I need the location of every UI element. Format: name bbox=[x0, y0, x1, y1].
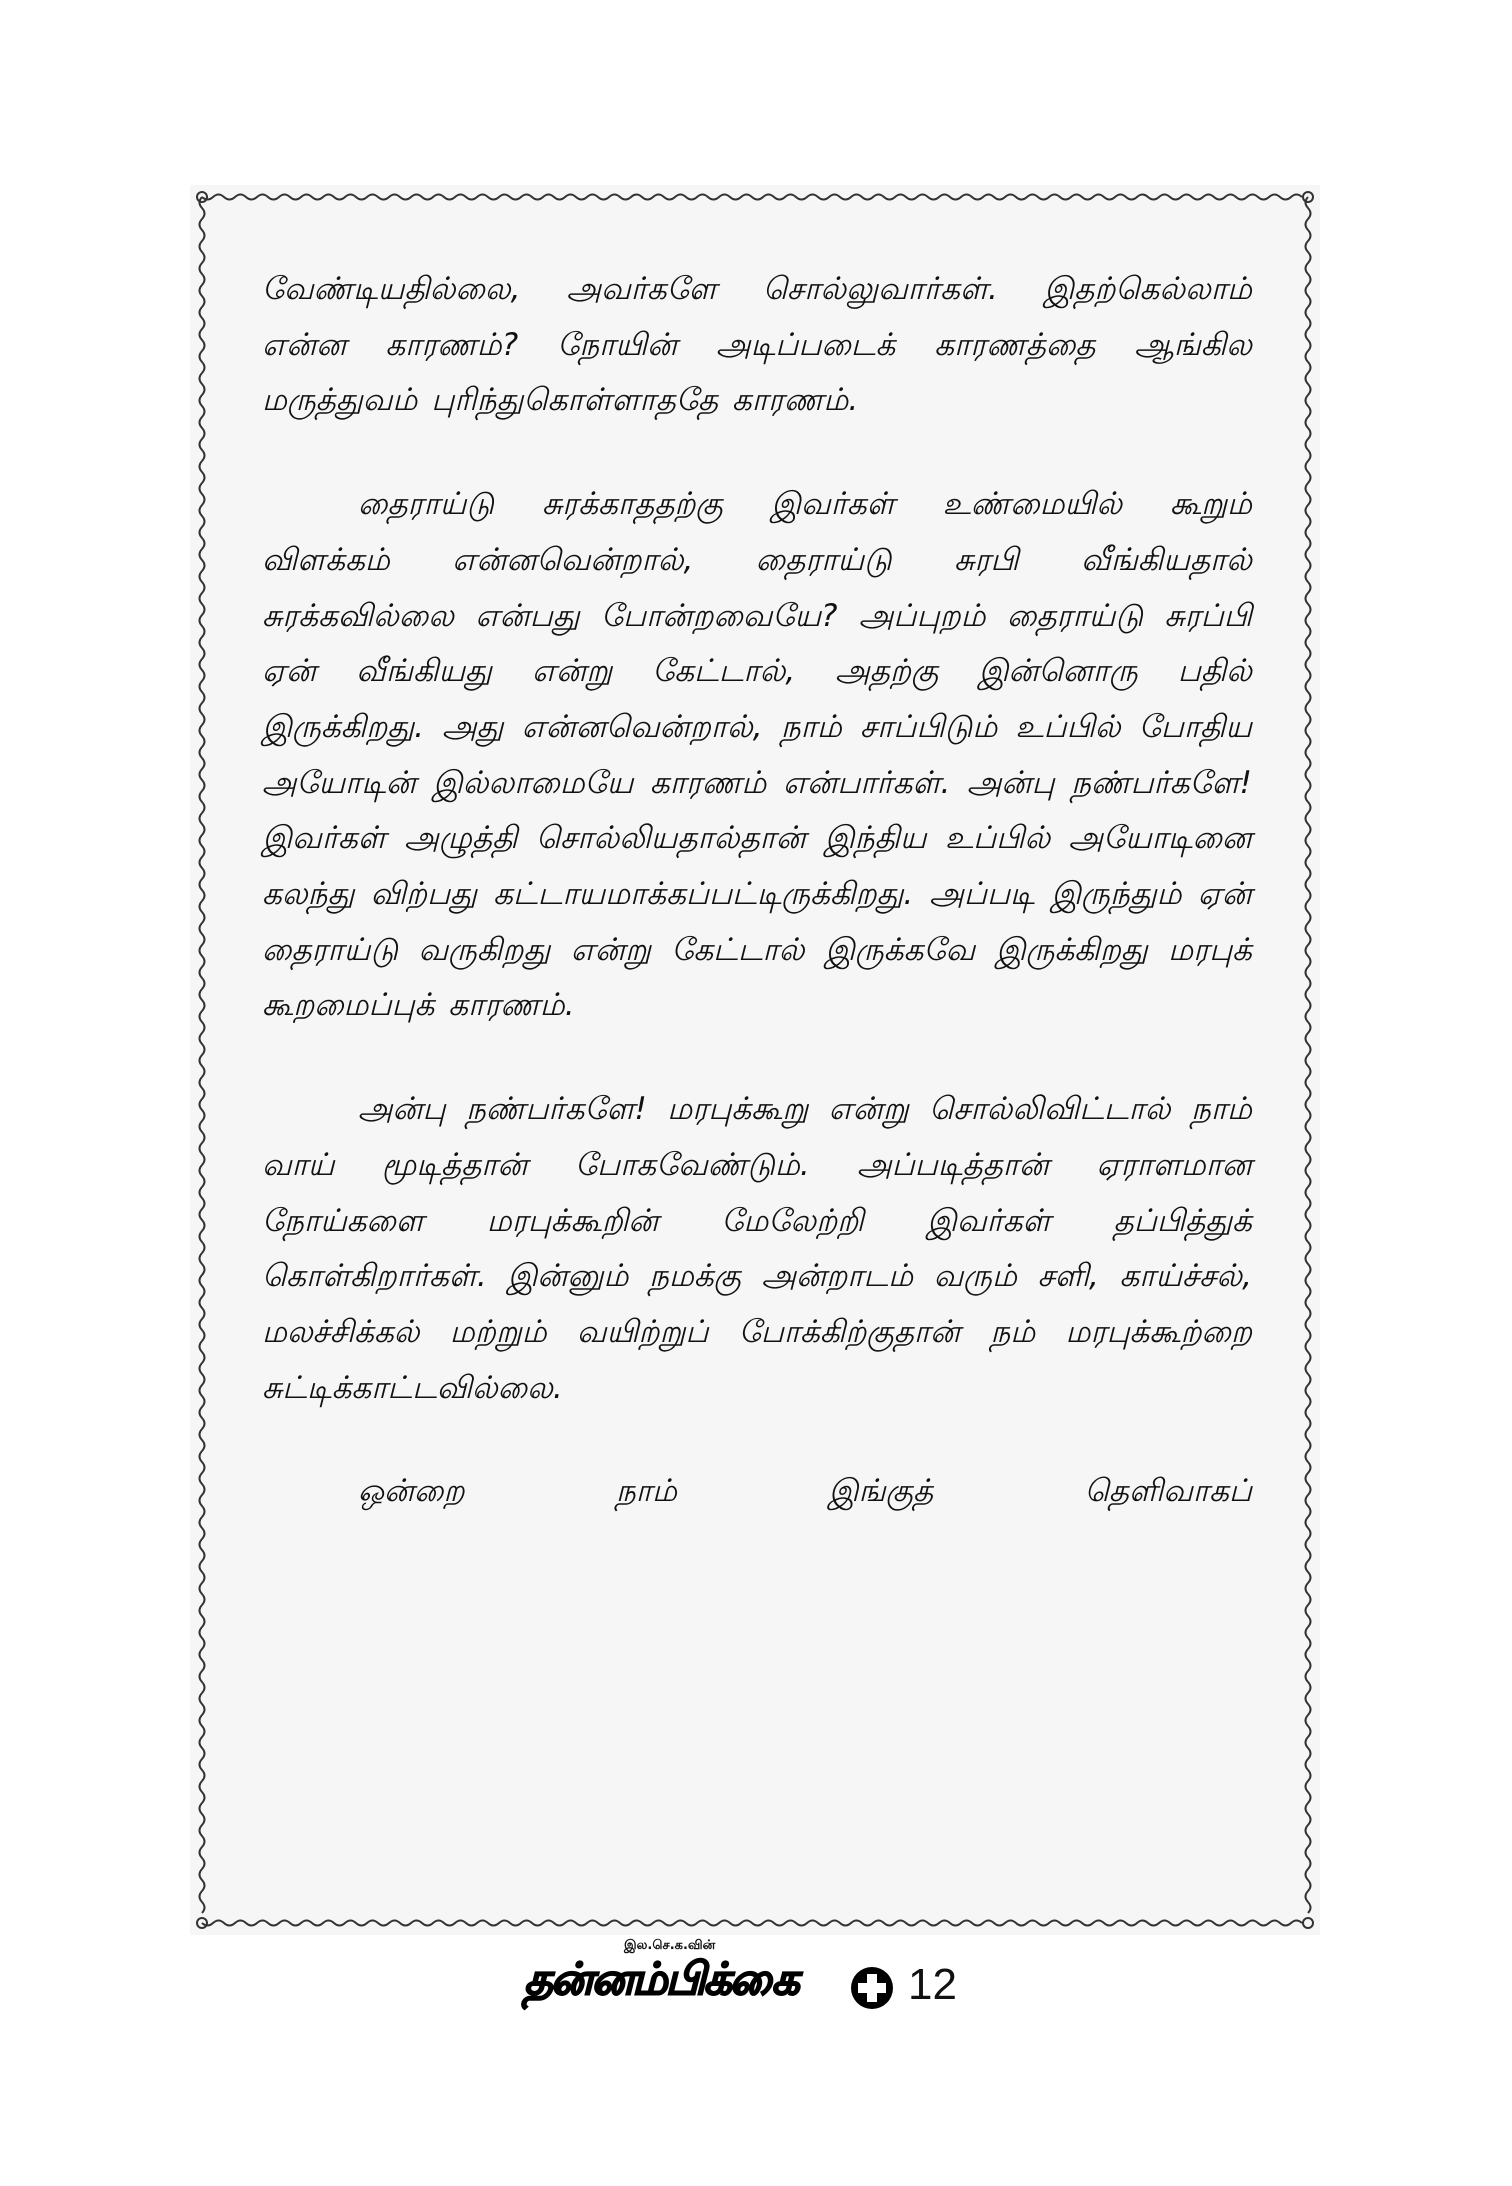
page-body bbox=[262, 262, 1252, 1520]
page-number: 12 bbox=[908, 1960, 957, 2009]
paragraph-1: வேண்டியதில்லை, அவர்களே சொல்லுவார்கள். இதற்கெல்லாம் என்ன காரணம்? நோயின் அடிப்படைக் காரணத்தை ஆங்கில மருத்துவம் புரிந்துகொள்ளாததே காரணம். bbox=[262, 271, 1252, 419]
magazine-logo: தன்னம்பிக்கை bbox=[524, 1954, 798, 2005]
page-footer bbox=[520, 1938, 1020, 2028]
paragraph-3: அன்பு நண்பர்களே! மரபுக்கூறு என்று சொல்லிவிட்டால் நாம் வாய் மூடித்தான் போகவேண்டும். அப்படித்தான் ஏராளமான நோய்களை மரபுக்கூறின் மேலேற்றி இவர்கள் தப்பித்துக் கொள்கிறார்கள். இன்னும் நமக்கு அன்றாடம் வரும் சளி, காய்ச்சல், மலச்சிக்கல் மற்றும் வயிற்றுப் போக்கிற்குதான் நம் மரபுக்கூற்றை சுட்டிக்காட்டவில்லை. bbox=[262, 1091, 1252, 1406]
plus-circle-icon bbox=[850, 1966, 894, 2010]
magazine-subtitle: இல.செ.க.வின் bbox=[624, 1938, 716, 1953]
paragraph-4: ஒன்றை நாம் இங்குத் தெளிவாகப் bbox=[358, 1473, 1252, 1510]
paragraph-2: தைராய்டு சுரக்காததற்கு இவர்கள் உண்மையில் கூறும் விளக்கம் என்னவென்றால், தைராய்டு சுரபி வீங்கியதால் சுரக்கவில்லை என்பது போன்றவையே? அப்புறம் தைராய்டு சுரப்பி ஏன் வீங்கியது என்று கேட்டால், அதற்கு இன்னொரு பதில் இருக்கிறது. அது என்னவென்றால், நாம் சாப்பிடும் உப்பில் போதிய அயோடின் இல்லாமையே காரணம் என்பார்கள். அன்பு நண்பர்களே! இவர்கள் அழுத்தி சொல்லியதால்தான் இந்திய உப்பில் அயோடினை கலந்து விற்பது கட்டாயமாக்கப்பட்டிருக்கிறது. அப்படி இருந்தும் ஏன் தைராய்டு வருகிறது என்று கேட்டால் இருக்கவே இருக்கிறது மரபுக் கூறமைப்புக் காரணம். bbox=[262, 486, 1252, 1024]
